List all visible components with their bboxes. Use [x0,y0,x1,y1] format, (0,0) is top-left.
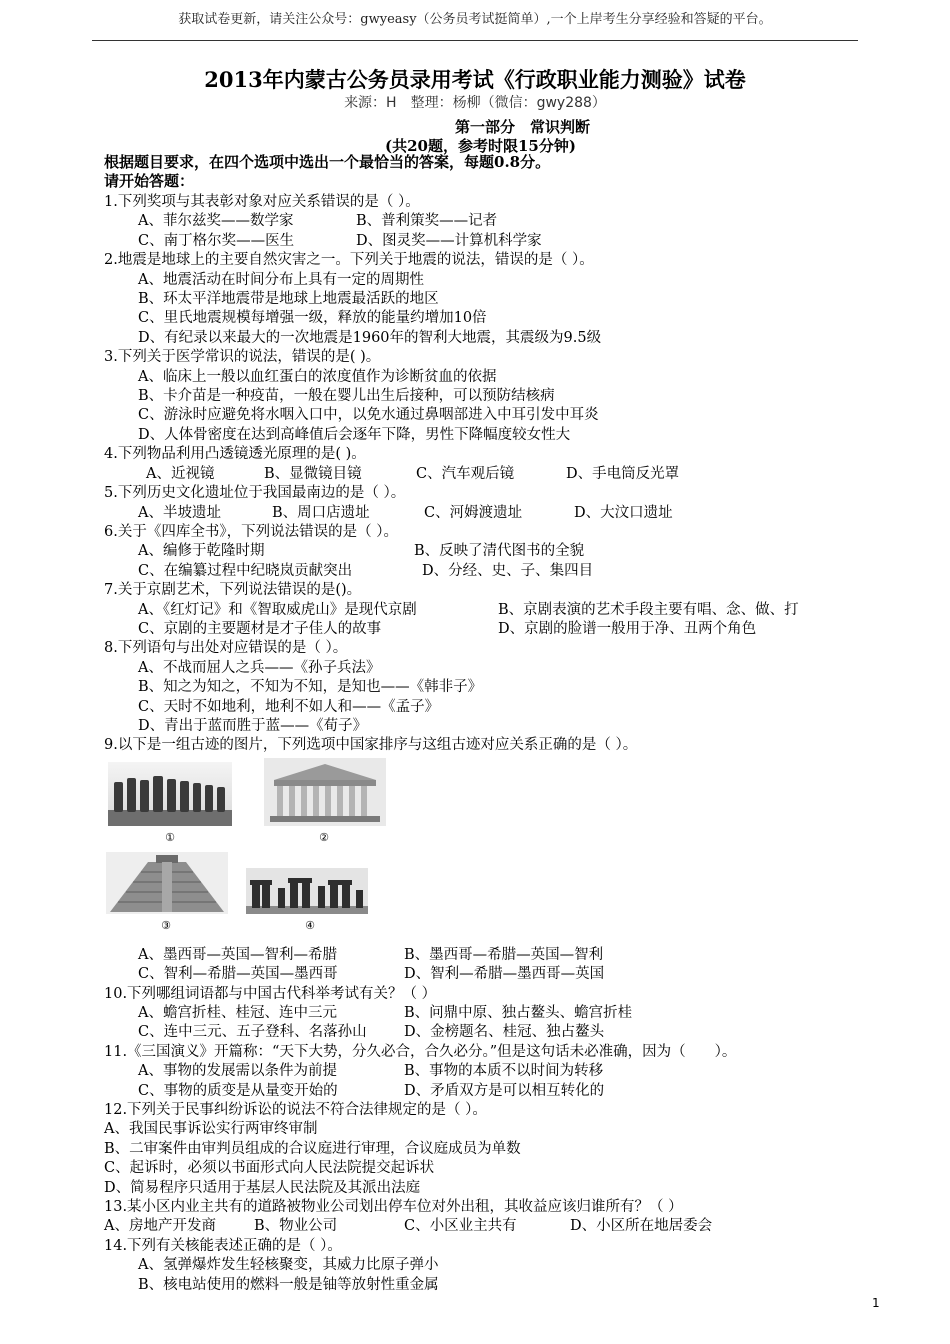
question-14-stem: 14.下列有关核能表述正确的是（ ）。 [104,1237,342,1254]
option-a[interactable]: A、《红灯记》和《智取威虎山》是现代京剧 [138,601,417,618]
option-b[interactable]: B、环太平洋地震带是地球上地震最活跃的地区 [138,291,439,308]
question-9-options-row-1 [104,946,864,965]
question-4-options [104,465,864,484]
question-9-stem: 9.以下是一组古迹的图片，下列选项中国家排序与这组古迹对应关系正确的是（ ）。 [104,737,638,754]
option-a[interactable]: A、氢弹爆炸发生轻核聚变，其威力比原子弹小 [138,1257,439,1274]
question-10-options-row-2 [104,1023,864,1042]
image-label-2: ② [319,830,329,844]
option-d[interactable]: D、图灵奖——计算机科学家 [356,232,542,249]
option-b[interactable]: B、墨西哥—希腊—英国—智利 [404,946,604,963]
option-b[interactable]: B、事物的本质不以时间为转移 [404,1063,604,1080]
question-4-stem: 4.下列物品利用凸透镜透光原理的是( )。 [104,446,366,463]
question-10-stem: 10.下列哪组词语都与中国古代科举考试有关？（ ） [104,985,437,1002]
header-note: 获取试卷更新，请关注公众号：gwyeasy（公务员考试挺简单）,一个上岸考生分享经验和答疑的平台。 [178,12,772,27]
option-a[interactable]: A、编修于乾隆时期 [138,543,265,560]
question-13-stem: 13.某小区内业主共有的道路被物业公司划出停车位对外出租，其收益应该归谁所有？（ ） [104,1199,683,1216]
part-title: 第一部分 常识判断 [455,118,591,136]
start-text: 请开始答题： [104,172,195,190]
option-a[interactable]: A、不战而屈人之兵——《孙子兵法》 [138,659,381,676]
question-5-options [104,504,864,523]
option-c[interactable]: C、连中三元、五子登科、名落孙山 [138,1024,367,1041]
option-a[interactable]: A、半坡遗址 [138,504,221,521]
option-d[interactable]: D、智利—希腊—墨西哥—英国 [404,966,605,983]
question-7-stem: 7.关于京剧艺术，下列说法错误的是()。 [104,582,362,599]
parthenon-image [264,758,386,826]
option-a[interactable]: A、我国民事诉讼实行两审终审制 [104,1121,318,1138]
option-b[interactable]: B、普利策奖——记者 [356,213,498,230]
option-a[interactable]: A、蟾宫折桂、桂冠、连中三元 [138,1005,337,1021]
option-d[interactable]: D、手电筒反光罩 [566,465,680,482]
option-c[interactable]: C、小区业主共有 [404,1218,517,1235]
option-c[interactable]: C、南丁格尔奖——医生 [138,232,295,249]
option-d[interactable]: D、大汶口遗址 [574,504,673,521]
moai-image [108,762,232,826]
question-1-options-row-2 [104,232,864,251]
question-8-stem: 8.下列语句与出处对应错误的是（ ）。 [104,640,348,657]
option-d[interactable]: D、简易程序只适用于基层人民法院及其派出法庭 [104,1179,421,1196]
question-1-stem: 1.下列奖项与其表彰对象对应关系错误的是（ ）。 [104,194,420,210]
question-6-options-row-1 [104,542,864,561]
part-subtitle: (共20题，参考时限15分钟) [385,137,576,155]
option-c[interactable]: C、天时不如地利，地利不如人和——《孟子》 [138,698,440,715]
image-label-3: ③ [161,918,171,932]
question-11-options-row-2 [104,1082,864,1101]
option-b[interactable]: B、卡介苗是一种疫苗，一般在婴儿出生后接种，可以预防结核病 [138,388,555,405]
question-13-options [104,1217,864,1236]
option-a[interactable]: A、事物的发展需以条件为前提 [138,1063,337,1080]
question-10-options-row-1 [104,1004,864,1023]
question-5-stem: 5.下列历史文化遗址位于我国最南边的是（ ）。 [104,485,406,502]
option-d[interactable]: D、青出于蓝而胜于蓝——《荀子》 [138,717,368,734]
option-c[interactable]: C、起诉时，必须以书面形式向人民法院提交起诉状 [104,1160,435,1177]
option-b[interactable]: B、二审案件由审判员组成的合议庭进行审理，合议庭成员为单数 [104,1140,521,1157]
image-label-4: ④ [305,918,315,932]
option-b[interactable]: B、问鼎中原、独占鳌头、蟾宫折桂 [404,1005,633,1021]
option-c[interactable]: C、里氏地震规模每增强一级，释放的能量约增加10倍 [138,310,487,327]
instruction-text: 根据题目要求，在四个选项中选出一个最恰当的答案，每题0.8分。 [104,153,551,171]
option-d[interactable]: D、矛盾双方是可以相互转化的 [404,1082,605,1099]
instructions [104,153,864,191]
option-a[interactable]: A、菲尔兹奖——数学家 [138,213,294,230]
question-9-options-row-2 [104,965,864,984]
option-c[interactable]: C、河姆渡遗址 [424,504,523,521]
option-c[interactable]: C、智利—希腊—英国—墨西哥 [138,966,338,983]
option-c[interactable]: C、京剧的主要题材是才子佳人的故事 [138,620,382,637]
stonehenge-image [246,868,368,914]
exam-title: 2013年内蒙古公务员录用考试《行政职业能力测验》试卷 [204,67,746,92]
source-meta: 来源：H 整理：杨柳（微信：gwy288） [344,95,606,111]
question-7-options-row-2 [104,620,864,639]
option-d[interactable]: D、金榜题名、桂冠、独占鳌头 [404,1024,605,1041]
option-d[interactable]: D、分经、史、子、集四目 [422,562,594,579]
option-d[interactable]: D、人体骨密度在达到高峰值后会逐年下降，男性下降幅度较女性大 [138,426,571,443]
option-b[interactable]: B、周口店遗址 [272,504,370,521]
option-b[interactable]: B、反映了清代图书的全貌 [414,543,585,560]
question-list [104,193,864,1295]
option-b[interactable]: B、显微镜目镜 [264,465,362,482]
option-a[interactable]: A、临床上一般以血红蛋白的浓度值作为诊断贫血的依据 [138,368,497,385]
header-rule [92,40,858,41]
option-d[interactable]: D、京剧的脸谱一般用于净、丑两个角色 [498,620,757,637]
question-7-options-row-1 [104,601,864,620]
pyramid-image [106,852,228,914]
option-b[interactable]: B、知之为知之，不知为不知，是知也——《韩非子》 [138,679,483,696]
option-d[interactable]: D、有纪录以来最大的一次地震是1960年的智利大地震，其震级为9.5级 [138,329,602,346]
question-3-stem: 3.下列关于医学常识的说法，错误的是( )。 [104,349,381,366]
question-1-options-row-1 [104,212,864,231]
option-a[interactable]: A、墨西哥—英国—智利—希腊 [138,946,337,963]
option-c[interactable]: C、在编纂过程中纪晓岚贡献突出 [138,562,353,579]
option-c[interactable]: C、事物的质变是从量变开始的 [138,1082,338,1099]
option-b[interactable]: B、物业公司 [254,1218,338,1235]
image-label-1: ① [165,830,175,844]
option-a[interactable]: A、房地产开发商 [104,1218,216,1235]
question-6-stem: 6.关于《四库全书》，下列说法错误的是（ ）。 [104,523,398,540]
option-a[interactable]: A、地震活动在时间分布上具有一定的周期性 [138,271,424,288]
question-11-stem: 11.《三国演义》开篇称：“天下大势，分久必合，合久必分。”但是这句话未必准确，因为（ ）。 [104,1043,737,1060]
monument-images [104,756,864,946]
option-b[interactable]: B、京剧表演的艺术手段主要有唱、念、做、打 [498,601,799,618]
page-number: 1 [872,1296,880,1310]
option-d[interactable]: D、小区所在地居委会 [570,1218,713,1235]
question-11-options-row-1 [104,1062,864,1081]
question-6-options-row-2 [104,562,864,581]
question-2-stem: 2.地震是地球上的主要自然灾害之一。下列关于地震的说法，错误的是（ ）。 [104,252,594,269]
option-a[interactable]: A、近视镜 [146,465,215,482]
question-12-stem: 12.下列关于民事纠纷诉讼的说法不符合法律规定的是（ ）。 [104,1102,487,1119]
option-b[interactable]: B、核电站使用的燃料一般是铀等放射性重金属 [138,1276,439,1293]
option-c[interactable]: C、汽车观后镜 [416,465,515,482]
option-c[interactable]: C、游泳时应避免将水咽入口中，以免水通过鼻咽部进入中耳引发中耳炎 [138,407,599,424]
